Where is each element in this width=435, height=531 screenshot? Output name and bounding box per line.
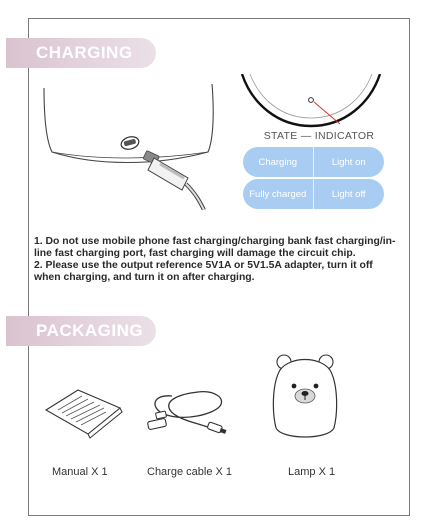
state-indicator-label: STATE — INDICATOR	[263, 130, 375, 142]
packaging-item-label: Charge cable X 1	[147, 466, 232, 478]
state-indicator-table	[243, 147, 384, 209]
packaging-title-text: PACKAGING	[36, 321, 144, 340]
charging-title-text: CHARGING	[36, 43, 133, 62]
light-cell: Light off	[314, 179, 385, 209]
charging-port-icon	[120, 135, 140, 151]
manual-icon	[44, 388, 124, 440]
packaging-item-label: Lamp X 1	[288, 466, 336, 478]
charging-notes	[34, 236, 396, 284]
bear-lamp-icon	[270, 350, 340, 442]
charging-section-title	[6, 38, 156, 68]
state-cell: Charging	[243, 147, 314, 177]
packaging-item-label: Manual X 1	[52, 466, 108, 478]
light-cell: Light on	[314, 147, 385, 177]
lamp-charging-illustration	[36, 78, 236, 210]
indicator-dial-illustration	[236, 74, 386, 130]
indicator-light-icon	[309, 98, 314, 103]
charge-cable-icon	[144, 384, 234, 440]
note-1: 1. Do not use mobile phone fast charging/charging bank fast charging/in-line fast charging port, fast charging will damage the circuit chip.	[34, 236, 396, 259]
note-2: 2. Please use the output reference 5V1A or 5V1.5A adapter, turn it off when charging, and turn it on after charging.	[34, 260, 373, 283]
state-cell: Fully charged	[243, 179, 314, 209]
packaging-section-title	[6, 316, 156, 346]
